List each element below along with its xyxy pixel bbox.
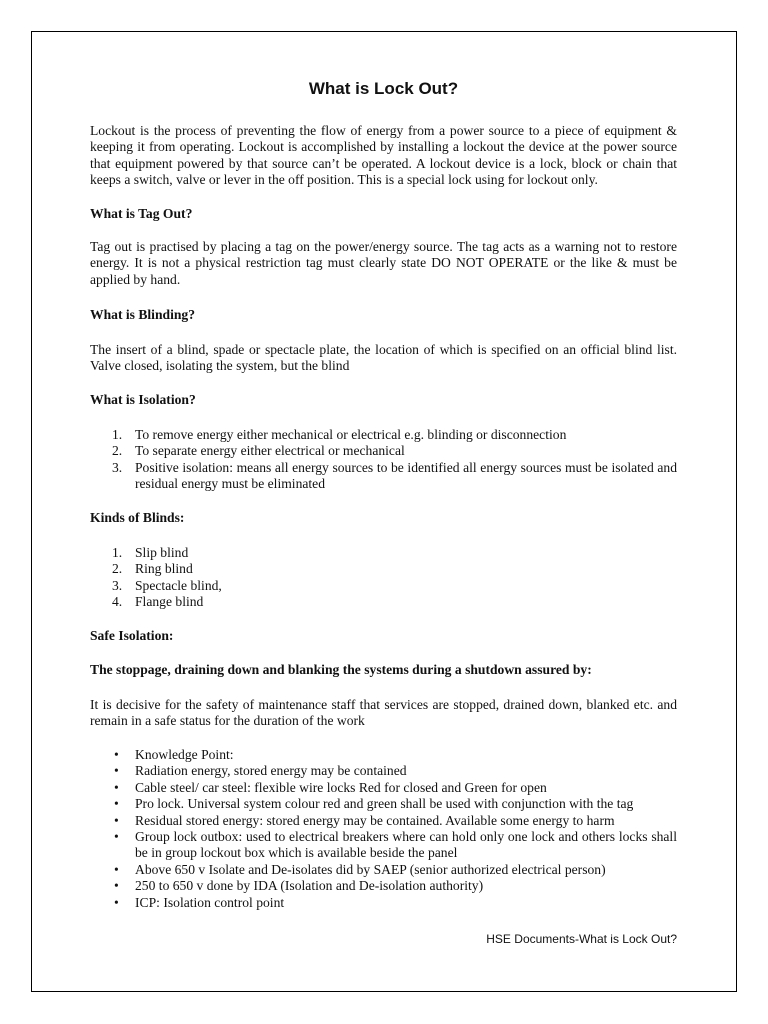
tagout-paragraph: Tag out is practised by placing a tag on the power/energy source. The tag acts as a warning not to restore energy. It is not a physical restriction tag must clearly state DO NOT OPERATE or the like & must be applied by hand. (90, 239, 677, 287)
page-footer: HSE Documents-What is Lock Out? (486, 932, 677, 946)
list-item: • Radiation energy, stored energy may be contained (114, 763, 407, 779)
isolation-list (90, 427, 677, 493)
safe-isolation-subheading: The stoppage, draining down and blanking the systems during a shutdown assured by: (90, 662, 592, 677)
safe-isolation-paragraph: It is decisive for the safety of maintenance staff that services are stopped, drained down, blanked etc. and remain in a safe status for the duration of the work (90, 697, 677, 729)
lockout-paragraph: Lockout is the process of preventing the flow of energy from a power source to a piece of equipment & keeping it from operating. Lockout is accomplished by installing a lockout the device at the power source that equipment powered by that source can’t be operated. A lockout device is a lock, block or chain that keeps a switch, valve or lever in the off position. This is a special lock using for lockout only. (90, 123, 677, 188)
list-item: 1. Slip blind (112, 545, 189, 560)
list-item: 3. Positive isolation: means all energy sources to be identified all energy sources must be isolated and residual energy must be eliminated (112, 459, 677, 492)
tagout-heading: What is Tag Out? (90, 206, 193, 221)
isolation-heading: What is Isolation? (90, 392, 196, 407)
blinds-heading: Kinds of Blinds: (90, 510, 185, 525)
list-item: • Group lock outbox: used to electrical breakers where can hold only one lock and others locks shall be in group lockout box which is available beside the panel (114, 829, 677, 861)
blinding-heading: What is Blinding? (90, 307, 196, 322)
document-title: What is Lock Out? (308, 79, 459, 98)
list-item: 1. To remove energy either mechanical or electrical e.g. blinding or disconnection (112, 427, 567, 442)
list-item: • Residual stored energy: stored energy may be contained. Available some energy to harm (114, 812, 615, 828)
safe-isolation-heading: Safe Isolation: (90, 628, 174, 643)
list-item: • Pro lock. Universal system colour red and green shall be used with conjunction with the tag (114, 796, 634, 812)
list-item: 2. Ring blind (112, 561, 193, 577)
safe-isolation-bullets (90, 747, 677, 911)
list-item: 2. To separate energy either electrical or mechanical (112, 443, 405, 459)
blinding-paragraph: The insert of a blind, spade or spectacle plate, the location of which is specified on an official blind list. Valve closed, isolating the system, but the blind (90, 342, 677, 374)
blinds-list (90, 545, 677, 611)
list-item: 3. Spectacle blind, (112, 577, 222, 593)
list-item: • Above 650 v Isolate and De-isolates did by SAEP (senior authorized electrical person) (114, 861, 606, 877)
list-item: • Cable steel/ car steel: flexible wire locks Red for closed and Green for open (114, 779, 547, 795)
list-item: • ICP: Isolation control point (114, 894, 285, 910)
list-item: • Knowledge Point: (114, 747, 234, 762)
list-item: 4. Flange blind (112, 594, 204, 610)
list-item: • 250 to 650 v done by IDA (Isolation and De-isolation authority) (114, 878, 484, 894)
